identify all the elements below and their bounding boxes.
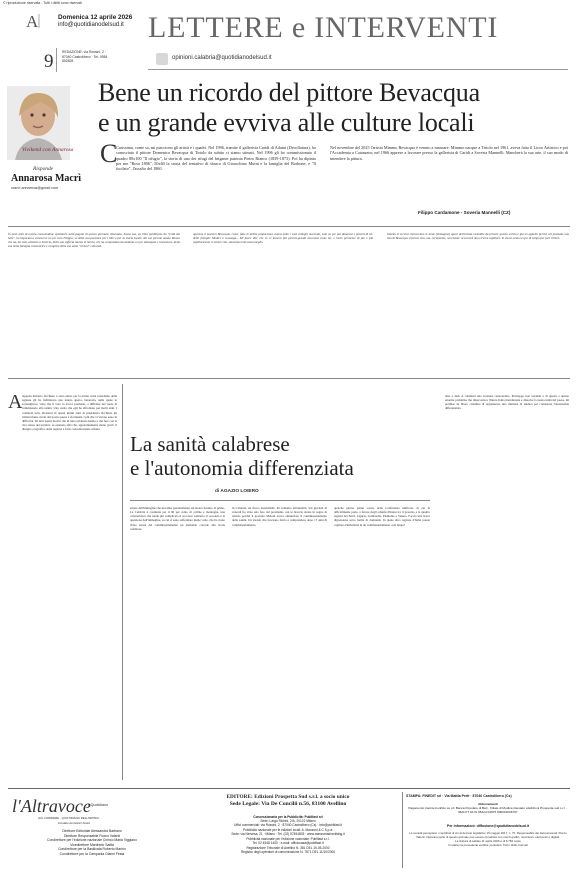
footer-chiusura: La tiratura di sabato 11 aprile 2026 è di 6.784 copie bbox=[455, 839, 521, 843]
masthead-date: Domenica 12 aprile 2026 bbox=[58, 14, 133, 21]
footer-founder-line: Fondato da Gianni Festa bbox=[58, 821, 90, 825]
footer-abbonamenti bbox=[406, 803, 570, 814]
footer-editore-address: Sede Legale: Via De Concilii n.56, 83100 Avellino bbox=[229, 801, 347, 807]
top-strip: © riproduzione riservata · Tutti i diritti sono riservati bbox=[3, 1, 82, 5]
footer-pubblicita-2: Sede: Largo Richini, 2/A, 20122 Milano bbox=[260, 819, 316, 823]
sanita-headline bbox=[130, 432, 430, 480]
lead-signature: Filippo Cardamone - Soveria Mannelli (CZ) bbox=[418, 210, 511, 215]
footer-abbonamenti-title: Abbonamenti bbox=[478, 802, 498, 806]
footer-cond4: Condirettore per la Campania Gianni Festa bbox=[59, 851, 125, 856]
footer-direttore-resp: Direttore Responsabile Rocco Valenti bbox=[63, 833, 121, 838]
footer-pubblicita bbox=[178, 815, 398, 854]
redazione-info: REDAZIONE: via Rossini, 2 · 87040 Castrolibero · Tel. 0984 852828 bbox=[62, 50, 108, 64]
columnist-email[interactable]: macri.annarosa@gmail.com bbox=[11, 186, 59, 190]
sanita-col1: stione dell'immagine che incombe pesantemente sul nostro destino. Il primo, La Calabria è costituita per il 90 per cento di colline e montagna, una caratteristica che rende più complicato il soccorso sanitario. Il secondo è la questione dell'immagine, su cui ci sono soffermato molte volte, che ha avuto l'idea stessa del commissariamento un elemento corredo alla storia calabrese. bbox=[130, 506, 225, 531]
sanita-headline-line2: e l'autonomia differenziata bbox=[130, 456, 354, 480]
footer-legal bbox=[406, 832, 570, 847]
reply-col1: In tanti anni di nostra consuetudine epistolare sulla pagina di questo giornale, diventata, bontà sua, un libro pubblicato da "Città del Sole", ho imparato a conoscere un po' caro Filippo: so della sua passione per i libri e per la storia locale, del suo piccolo amato Museo che ha, da solo, allestito a Soveria, della sua sofferta laurea in Storia, che ha conquistato da studente un po' attempato e lavoratore, della sua bella famiglia sostenitrice e complice delle sue alate "visioni" culturali. bbox=[8, 232, 180, 249]
sanita-col2: in Calabria, un fuoco irresistibile. Ri veniamo all'attualità. Sui giornali di venerdì ho visto una foto dal presidente con le braccia alzate in segno di trionfo perché il governo Meloni aveva annunciato il commissariamento della sanità. Un trionfo che facevano fatica a comprendere dopo 17 anni di commissariamento. bbox=[232, 506, 327, 527]
main-headline bbox=[98, 78, 573, 138]
sanita-col4: dato e dark ai calabresi una versione rassicurante. Purtroppo non votando e di questa a questo enorme problema che impoverisce l'intera Italia meridionale e dissolve la stessa unità del paese, mi permise da libero cittadino di organizzare una riunione di sindaci per contestare l'Autonomia differenziata. bbox=[445, 394, 569, 411]
sanita-col3: qualche giorno prima votato nella Conferenza unificata, di cui fa ufficialmente parte, a favore degli schemi d'intesa tra il governo e le quattro regioni del Nord, Liguria, Lombardia, Piemonte e Veneto. Faccio una breve digressione sotto forma di domanda. In quale altra regione d'Italia potete capitare d'imbattersi in un commissariamento così lungo? bbox=[334, 506, 430, 527]
sidebar-article-text: Appena Roberto Occhiuto è stato eletto per la prima volta presidente della regione gli ho indirizzato una lettera aperta, benevola, nella quale lo sconsigliavo, visto che il voto lo aveva premiato, a diffidare del ruolo di commissario alla sanità. Una scelta che egli ha affrontato per molti anni. I calabresi sono diventati in questi ultimi anni di presidenza Occhiuto gli italiani meno curati del nostro paese e sfortunati, i più che vi vivono sono in difficoltà. Di tutti questi motivi che in tutta evidenza hanno a che fare con la vita stessa dei territori, se esistono altri che, apparentemente meno gravi: il disegno orografico della regione a forte concentrazione urbana. bbox=[22, 394, 117, 432]
footer-abbonamenti-text: Pagamento tramite bonifico su c/c Banca Popolare di Bari · Filiale di Modica intestato a Edizioni Prospetta sud s.r.l. · IBAN IT 94 W 05424 04675 000001006707 bbox=[408, 805, 568, 814]
main-headline-line1: Bene un ricordo del pittore Bevacqua bbox=[98, 78, 480, 107]
footer-registrazione: Registrazione Tribunale di Avellino N. 381 DEL 19-05-2000 bbox=[246, 846, 330, 850]
reply-col3: Intanto le servirà rintracciare le tante (immagino) opere dell'artista custodite da privati: questo scritto è già un appello perché chi possiede una tela di Bevacqua si faccia vivo, ma, certamente, non basta: occorrerà una ricerca capillare. Io stesso sento un po' di tempo per fare il libro. bbox=[387, 232, 569, 241]
footer-logo-sub: il Quotidiano bbox=[88, 803, 108, 807]
main-headline-line2: e un grande evviva alle culture locali bbox=[98, 108, 475, 137]
columnist-signature: Vivikend con Annarosa bbox=[22, 147, 74, 153]
lead-letter-col2: Nel novembre del 2025 l'artista Mimmo Bevacqua è venuto a mancare. Mimmo nacque a Tiriolo nel 1961, aveva fatto il Liceo Artistico e poi l'Accademia a Catanzaro; nel 1966 apprese a lavorare presso la gallerista di Carìdi a Soveria Mannelli. Mancherà la sua arte, il suo modo di intendere la pittura. bbox=[330, 145, 568, 161]
footer-pubblicita-5: Sede: via Nervesa, 21 · Milano · Tel. (02) 57494803 · www.manzoniadvertising.it bbox=[231, 832, 345, 836]
footer-registro: Registro degli operatori di comunicazione N. 7871 DEL 11/10/2000 bbox=[240, 850, 336, 854]
footer-certificato: Il relativo la precedente verifica: periodico: Tutti i diritti riservati bbox=[448, 842, 528, 847]
section-title: LETTERE e INTERVENTI bbox=[148, 11, 499, 44]
opinions-email[interactable]: opinioni.calabria@quotidianodelsud.it bbox=[172, 55, 272, 61]
footer-pubblicita-1: Concessionaria per la Pubblicità: Publifast srl bbox=[253, 815, 323, 819]
footer-cond3: Condirettore per la Basilicata Roberto Marino bbox=[58, 847, 126, 852]
footer-info[interactable]: Per informazioni: diffusione@quotidianodelsud.it bbox=[447, 824, 529, 828]
svg-text:A: A bbox=[26, 12, 39, 30]
footer-cond1: Condirettore per l'edizione nazionale Cirinco Maria Viggiano bbox=[47, 838, 137, 843]
footer-pubblicita-3: Uffici commerciali: via Rossini, 2 · 87040 Castrolibero (Cs) · info@publifast.it bbox=[234, 823, 342, 827]
footer-pubblicita-7: Tel. 02 4548 1400 · e-mail: ufficiocasa@publifast.it bbox=[252, 841, 324, 845]
footer-legal-text: La società percepisce i contributi di cui al decreto legislativo 15 maggio 2017, n. 70. Responsabile dei dati personali: Rocco Valenti. Nessuna parte di questo giornale può essere riprodotta con mezzi grafici, meccanici, elettronici o digitali. bbox=[409, 831, 567, 839]
sanita-byline: di AGAZIO LOIERO bbox=[215, 489, 259, 494]
footer-owner-line: GIÀ CORRIERE · QUOTIDIANO DELL'IRPINIA bbox=[38, 816, 99, 820]
footer-pubblicita-6: Pubblicità nazionale per l'edizione nazionale: Publifast s.r.l. bbox=[246, 837, 330, 841]
footer-cond2: Vicedirettore Manfredo Saitta bbox=[70, 842, 114, 847]
footer-editore-title: EDITORE: Edizioni Prospetta Sud s.r.l. a socio unico bbox=[226, 794, 350, 800]
footer-editore bbox=[178, 794, 398, 807]
columnist-name: Annarosa Macrì bbox=[11, 173, 82, 184]
columnist-role: Risponde bbox=[33, 166, 54, 172]
mail-icon bbox=[156, 53, 168, 65]
reply-col2: operava il maestro Bevacqua, come, fatte le debite proporzioni, hanno fatto i suoi colleghi mecenati, solo un po' più danarosi e potenti di lei, delle famiglie Medici o Gonzaga... Mi piace dire che ce ci fossero più piccoli-grandi mecenati come lei, e l'arte permesse di più e più capillarmente in nostre vite, staremmo tutti assai meglio. bbox=[193, 232, 373, 245]
masthead-logo bbox=[25, 12, 49, 30]
lead-letter-col1: Carissima, come sa, mi piacciono gli artisti e i quadri. Nel 1996, tramite il gallerista Carìdi di Adami (Decollatura), ho conosciuto il pittore Domenico Bevacqua di Tiriolo da subito ci siamo stimati. Nel 1996 gli ho commissionato il quadro 80x100 "Il rifugio", la storia di uno dei rifugi del brigante patriota Pietro Bianco (1839-1873). Poi ha dipinto per me "Rosa 1806", 50x60 la storia del tentativo di sbarco di Gioacchino Murat e la famiglia del Borbone; e "Il fucilato", l'assalto del 1860. bbox=[116, 145, 316, 172]
footer-pubblicita-4: Pubblicità nazionale per le edizioni locali: A. Manzoni & C S.p.a. bbox=[242, 828, 333, 832]
sidebar-drop-cap: A bbox=[8, 391, 23, 413]
drop-cap: C bbox=[100, 139, 118, 168]
footer-stampa: STAMPA: FINEDIT srl · Via Mattia Preti · 87040 Castrolibero (Cs) bbox=[406, 794, 512, 798]
footer-logo: l'Altravoce bbox=[12, 796, 91, 816]
page-number: 9 bbox=[44, 51, 54, 72]
footer-direttore: Direttore Editoriale Alessandra Barbano bbox=[62, 829, 122, 833]
footer-staff bbox=[12, 829, 172, 857]
sanita-headline-line1: La sanità calabrese bbox=[130, 432, 290, 456]
masthead-email[interactable]: info@quotidianodelsud.it bbox=[58, 22, 124, 28]
